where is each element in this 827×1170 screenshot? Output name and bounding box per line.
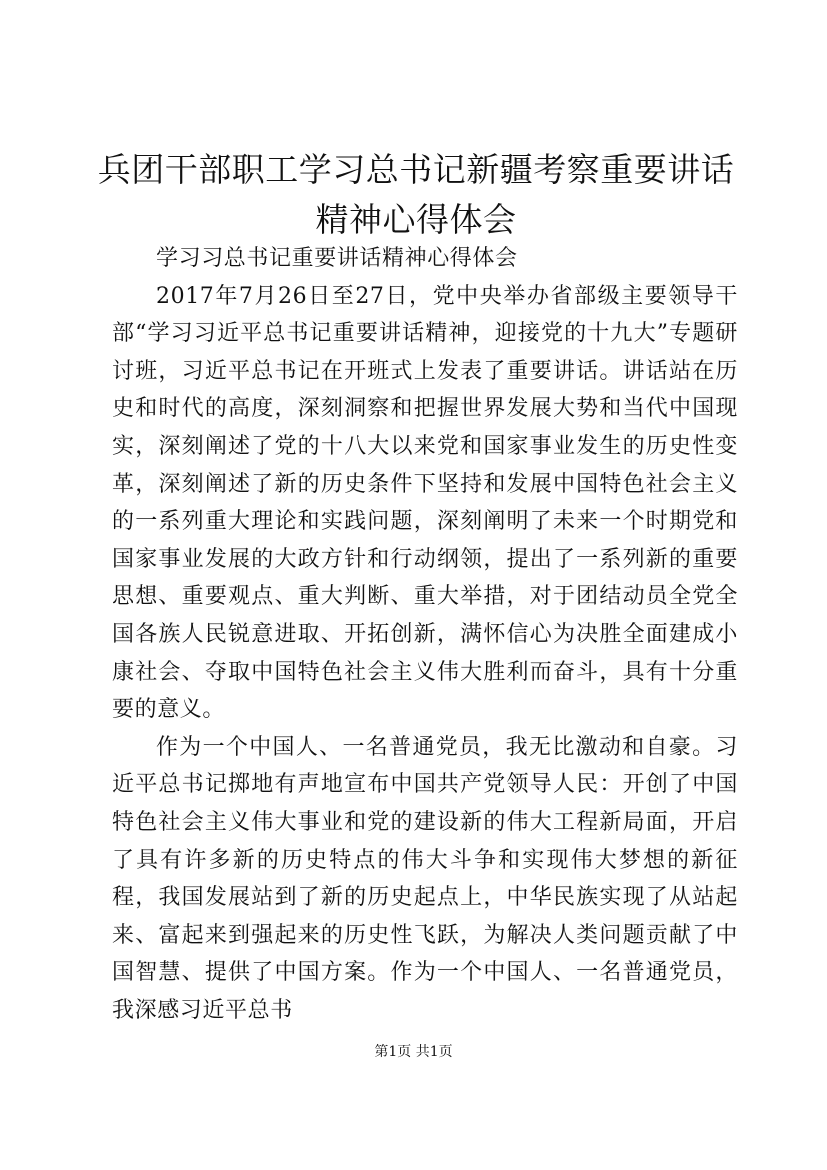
document-subtitle: 学习习总书记重要讲话精神心得体会 xyxy=(156,246,518,271)
document-body xyxy=(112,240,738,1029)
body-paragraph-2: 作为一个中国人、一名普通党员，我无比激动和自豪。习近平总书记掷地有声地宣布中国共产党领导人民：开创了中国特色社会主义伟大事业和党的建设新的伟大工程新局面，开启了具有许多新的历史特点的伟大斗争和实现伟大梦想的新征程，我国发展站到了新的历史起点上，中华民族实现了从站起来、富起来到强起来的历史性飞跃，为解决人类问题贡献了中国智慧、提供了中国方案。作为一个中国人、一名普通党员，我深感习近平总书 xyxy=(112,734,738,1023)
page-footer: 第1页 共1页 xyxy=(374,1044,453,1060)
body-paragraph-1: 2017年7月26日至27日，党中央举办省部级主要领导干部“学习习近平总书记重要讲话精神，迎接党的十九大”专题研讨班，习近平总书记在开班式上发表了重要讲话。讲话站在历史和时代的高度，深刻洞察和把握世界发展大势和当代中国现实，深刻阐述了党的十八大以来党和国家事业发生的历史性变革，深刻阐述了新的历史条件下坚持和发展中国特色社会主义的一系列重大理论和实践问题，深刻阐明了未来一个时期党和国家事业发展的大政方针和行动纲领，提出了一系列新的重要思想、重要观点、重大判断、重大举措，对于团结动员全党全国各族人民锐意进取、开拓创新，满怀信心为决胜全面建成小康社会、夺取中国特色社会主义伟大胜利而奋斗，具有十分重要的意义。 xyxy=(112,283,738,723)
document-title: 兵团干部职工学习总书记新疆考察重要讲话精神心得体会 xyxy=(97,150,735,239)
